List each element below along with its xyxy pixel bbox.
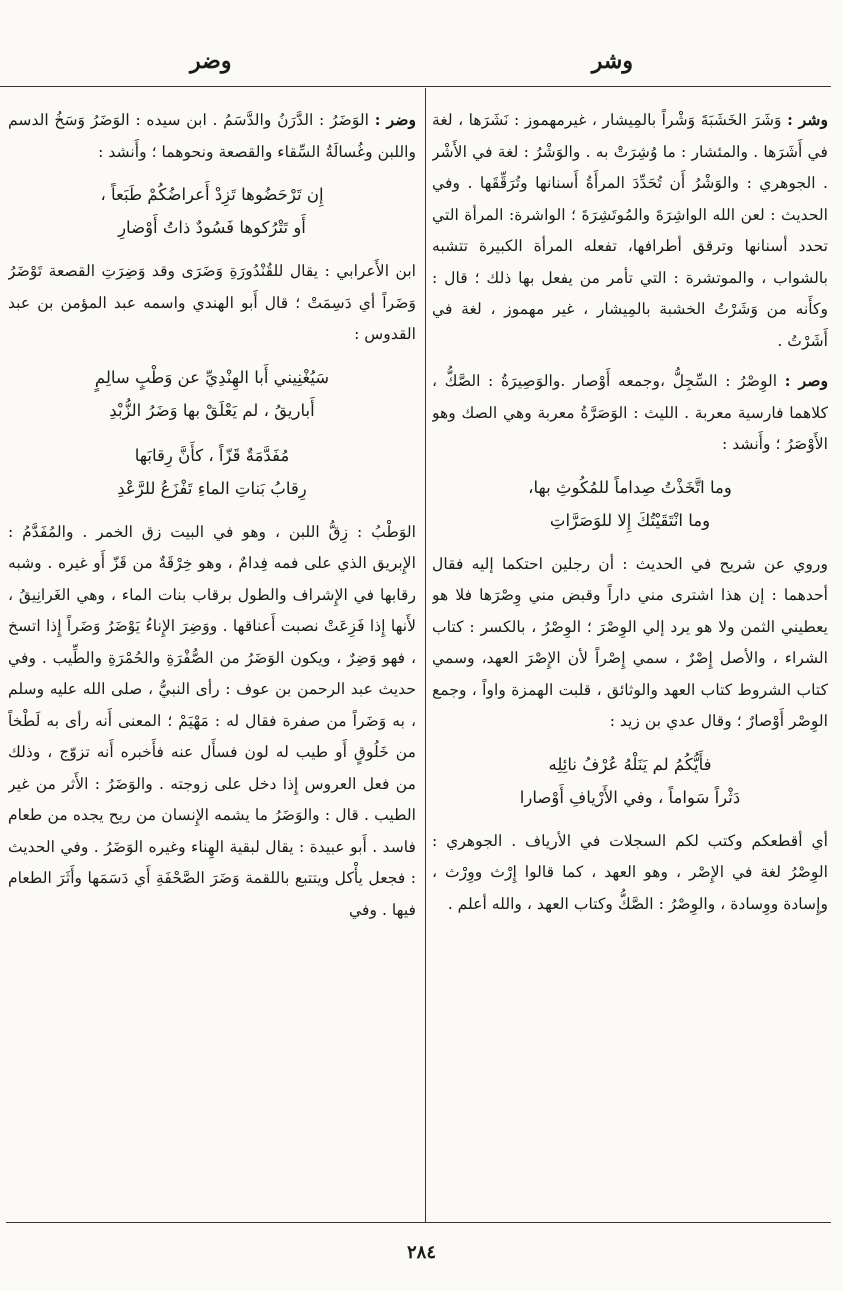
header-right-word: وشر [591,48,633,74]
verse-line: وما اتَّخَذْتُ صِداماً للمُكُوثِ بها، [528,477,732,497]
verse-line: سَيُغْنِيني أَبا الهِنْدِيِّ عن وَطْبٍ سالِمٍ [94,367,330,387]
verse-block [432,471,828,537]
paragraph: وروي عن شريح في الحديث : أن رجلين احتكما إليه فقال أحدهما : إن هذا اشترى مني داراً وقبض مني وِصْرَها فلا هو يعطيني الثمن ولا هو يرد إلي الوِصْرَ ؛ الوِصْرُ ، بالكسر : كتاب الشراء ، والأصل إِصْرٌ ، سمي إِصْراً لأن الإِصْرَ العهد، وسمي كتاب الشروط كتاب العهد والوثائق ، قلبت الهمزة واواً ، وجمع الوِصْر أَوْصارٌ ؛ وقال عدي بن زيد : [432,554,828,730]
entry-head-wsr: وصر : [784,371,828,390]
paragraph: أي أقطعكم وكتب لكم السجلات في الأرياف . الجوهري : الوِصْرُ لغة في الإِصْر ، وهو العهد ، كما قالوا إِرْث ووِرْث ، وإِسادة ووِسادة ، والوِصْرُ : الصَّكُّ وكتاب العهد ، والله أعلم . [432,831,828,913]
top-rule [0,86,831,87]
paragraph: ابن الأَعرابي : يقال للقُنْدُورَةِ وَضَرَى وقد وَضِرَتِ القصعة تَوْضَرُ وَضَراً أي دَسِمَتْ ؛ قال أَبو الهندي واسمه عبد المؤمن بن عبد القدوس : [8,262,416,343]
entry-head-wshr: وشر : [787,110,828,129]
header-left-word: وضر [190,48,232,74]
left-column [8,104,416,1214]
verse-line: مُفَدَّمَةٌ قَزّاً ، كأَنَّ رِقابَها [134,445,290,465]
bottom-rule [6,1222,831,1223]
verse-line: فأَيُّكُمُ لم يَنَلْهُ عُرْفُ نائِلِه [548,754,712,774]
verse-line: إِن تَرْحَضُوها تَزِدْ أَعراضُكُمْ طَبَعاً ، [100,185,324,204]
verse-block [8,361,416,427]
verse-line: دَثْراً سَواماً ، وفي الأَرْيافِ أَوْصارا [519,787,741,807]
verse-block [8,439,416,505]
entry-wdr [8,104,416,168]
verse-block [8,178,416,244]
entry-head-wdr: وضر : [374,110,416,129]
entry-body-wdr: الوَضَرُ : الدَّرَنُ والدَّسَمُ . ابن سيده : الوَضَرُ وَسَخُ الدسم واللبن وغُسالَةُ السِّقاء والقصعة ونحوهما ؛ وأَنشد : [8,111,416,161]
verse-line: وما انْتَقَيْتُكَ إِلا للوَصَرَّاتِ [549,510,711,530]
entry-body-wshr: وَشَرَ الخَشَبَةَ وَشْراً بالمِيشار ، غيرمهموز : نَشَرَها ، لغة في أَشَرَها . والمئشار : ما وُشِرَتْ به . والوَشْرُ : لغة في الأَشْر . الجوهري : والوَشْرُ أَن تُحَدِّدَ المرأَةُ أَسنانها وتُرَقِّقَها . وفي الحديث : لعن الله الواشِرَةَ والمُوتَشِرَةَ ؛ الواشرة: المرأة التي تحدد أسنانها وترقق أطرافها، تفعله المرأة الكبيرة تتشبه بالشواب ، والموتشرة : التي تأمر من يفعل بها ذلك ؛ قال : وكأَنه من وَشَرْتُ الخشبة بالمِيشار ، غير مهموز ، لغة في أَشَرْتُ . [432,111,828,350]
entry-wshr [432,104,828,357]
paragraph: الوَطْبُ : زِقُّ اللبن ، وهو في البيت زق الخمر . والمُفَدَّمُ : الإِبريق الذي على فمه فِدامٌ ، وهو خِرْقَةٌ من قَزّ أَو غيره . وشبه رقابها في الإِشراف والطول برقاب بنات الماء ، وهي الغَرانِيقُ ، لأَنها إِذا فَزِعَتْ نصبت أَعناقها . ووَضِرَ الإِناءُ يَوْضَرُ وَضَراً إِذا اتسخ ، فهو وَضِرٌ ، ويكون الوَضَرُ من الصُّفْرَةِ والحُمْرَةِ والطِّيب . وفي حديث عبد الرحمن بن عوف : رأى النبيُّ ، صلى الله عليه وسلم ، به وَضَراً من صفرة فقال له : مَهْيَمْ ؛ المعنى أَنه رأى به لَطْخاً من خَلُوقٍ أَو طيب له لون فسأَل عنه فأَخبره أَنه تزوّج ، وذلك من فعل العروس إِذا دخل على زوجته . والوَضَرُ : الأَثر من غير الطيب . قال : والوَضَرُ ما يشمه الإِنسان من ريح يجده من طعام فاسد . أَبو عبيدة : يقال لبقية الهِناء وغيره الوَضَرُ . وفي الحديث : فجعل يأْكل ويتتبع باللقمة وَضَرَ الصَّحْفَةِ أَي دَسَمَها وأَثَرَ الطعام فيها . وفي [8,522,416,919]
verse-line: أَو تَتْرُكوها فَسُودٌ ذاتُ أَوْضارِ [118,218,306,237]
entry-wsr [432,365,828,461]
page-number: ٢٨٤ [406,1242,436,1263]
verse-block [432,748,828,814]
right-column [432,104,828,1214]
entry-body-wsr: الوِصْرُ : السِّجِلُّ ،وجمعه أَوْصار .والوَصِيرَةُ : الصَّكُّ ، كلاهما فارسية معربة . الليث : الوَصَرَّةُ معربة وهي الصك وهو الأَوْصَرُ ؛ وأَنشد : [432,372,828,453]
verse-line: رِقابُ بَناتِ الماءِ تَفْزَعُ للرَّعْدِ [117,478,307,498]
verse-line: أَباريقُ ، لم يَعْلَقْ بها وَضَرُ الزُّبْدِ [109,400,315,420]
column-divider [425,88,426,1222]
